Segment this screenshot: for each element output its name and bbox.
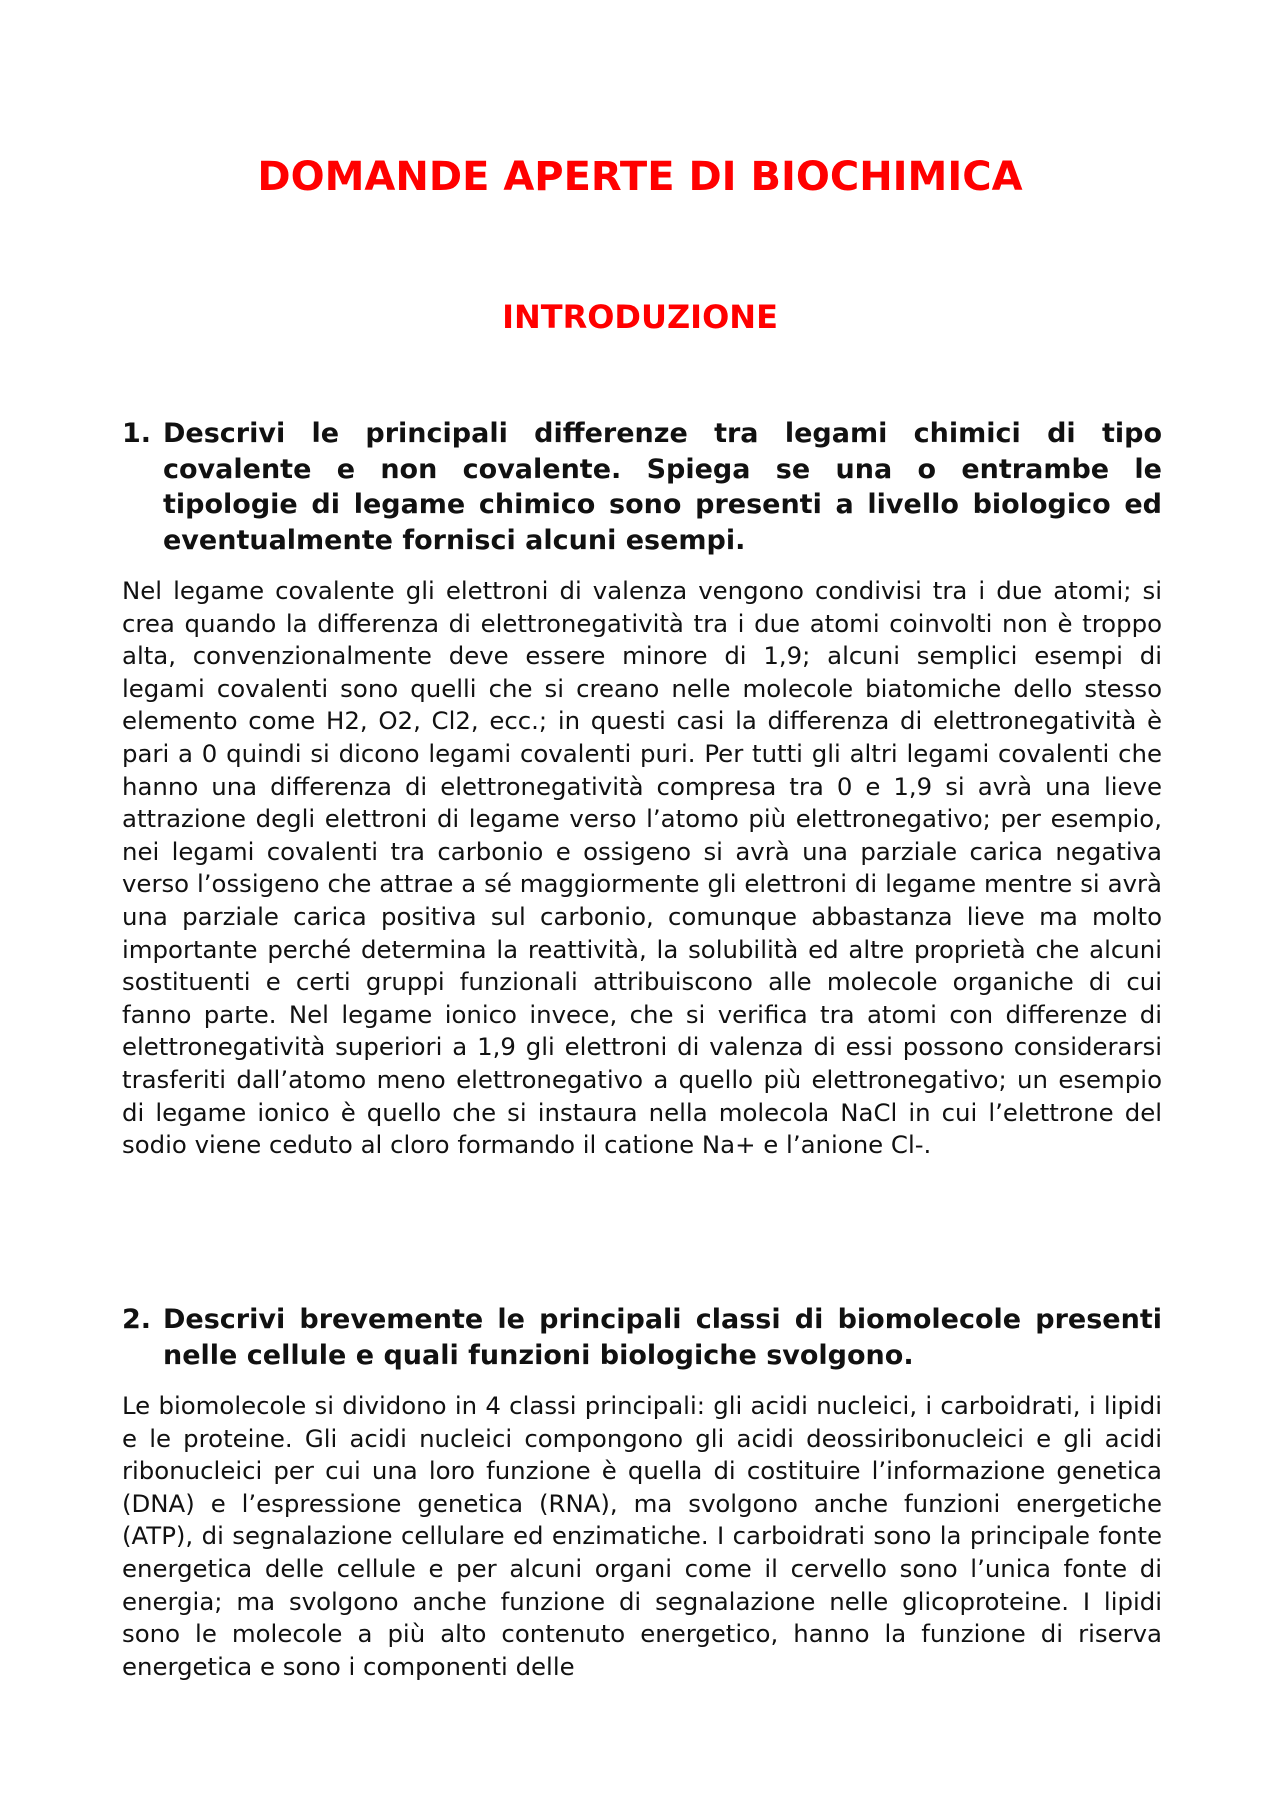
question-2-number: 2. — [122, 1304, 152, 1335]
section-title: INTRODUZIONE — [502, 298, 778, 336]
document-title: DOMANDE APERTE DI BIOCHIMICA — [257, 154, 1023, 200]
answer-1-text: Nel legame covalente gli elettroni di valenza vengono condivisi tra i due atomi; si crea quando la differenza di elettronegatività tra i due atomi coinvolti non è troppo alta, convenzionalmente deve essere minore di 1,9; alcuni semplici esempi di legami covalenti sono quelli che si creano nelle molecole biatomiche dello stesso elemento come H2, O2, Cl2, ecc.; in questi casi la differenza di elettronegatività è pari a 0 quindi si dicono legami covalenti puri. Per tutti gli altri legami covalenti che hanno una differenza di elettronegatività compresa tra 0 e 1,9 si avrà una lieve attrazione degli elettroni di legame verso l’atomo più elettronegativo; per esempio, nei legami covalenti tra carbonio e ossigeno si avrà una parziale carica negativa verso l’ossigeno che attrae a sé maggiormente gli elettroni di legame mentre si avrà una parziale carica positiva sul carbonio, comunque abbastanza lieve ma molto importante perché determina la reattività, la solubilità ed altre proprietà che alcuni sostituenti e certi gruppi funzionali attribuiscono alle molecole organiche di cui fanno parte. Nel legame ionico invece, che si verifica tra atomi con differenze di elettronegatività superiori a 1,9 gli elettroni di valenza di essi possono considerarsi trasferiti dall’atomo meno elettronegativo a quello più elettronegativo; un esempio di legame ionico è quello che si instaura nella molecola NaCl in cui l’elettrone del sodio viene ceduto al cloro formando il catione Na+ e l’anione Cl-. — [122, 576, 1162, 1160]
question-1-number: 1. — [122, 418, 152, 449]
question-2-text: Descrivi brevemente le principali classi di biomolecole presenti nelle cellule e quali funzioni biologiche svolgono. — [163, 1304, 1162, 1371]
question-1 — [122, 416, 1162, 558]
question-1-text: Descrivi le principali differenze tra legami chimici di tipo covalente e non covalente. Spiega se una o entrambe le tipologie di legame chimico sono presenti a livello biologico ed eventualmente fornisci alcuni esempi. — [163, 418, 1162, 556]
answer-2-text: Le biomolecole si dividono in 4 classi principali: gli acidi nucleici, i carboidrati, i lipidi e le proteine. Gli acidi nucleici compongono gli acidi deossiribonucleici e gli acidi ribonucleici per cui una loro funzione è quella di costituire l’informazione genetica (DNA) e l’espressione genetica (RNA), ma svolgono anche funzioni energetiche (ATP), di segnalazione cellulare ed enzimatiche. I carboidrati sono la principale fonte energetica delle cellule e per alcuni organi come il cervello sono l’unica fonte di energia; ma svolgono anche funzione di segnalazione nelle glicoproteine. I lipidi sono le molecole a più alto contenuto energetico, hanno la funzione di riserva energetica e sono i componenti delle — [122, 1391, 1162, 1681]
question-2 — [122, 1302, 1162, 1373]
